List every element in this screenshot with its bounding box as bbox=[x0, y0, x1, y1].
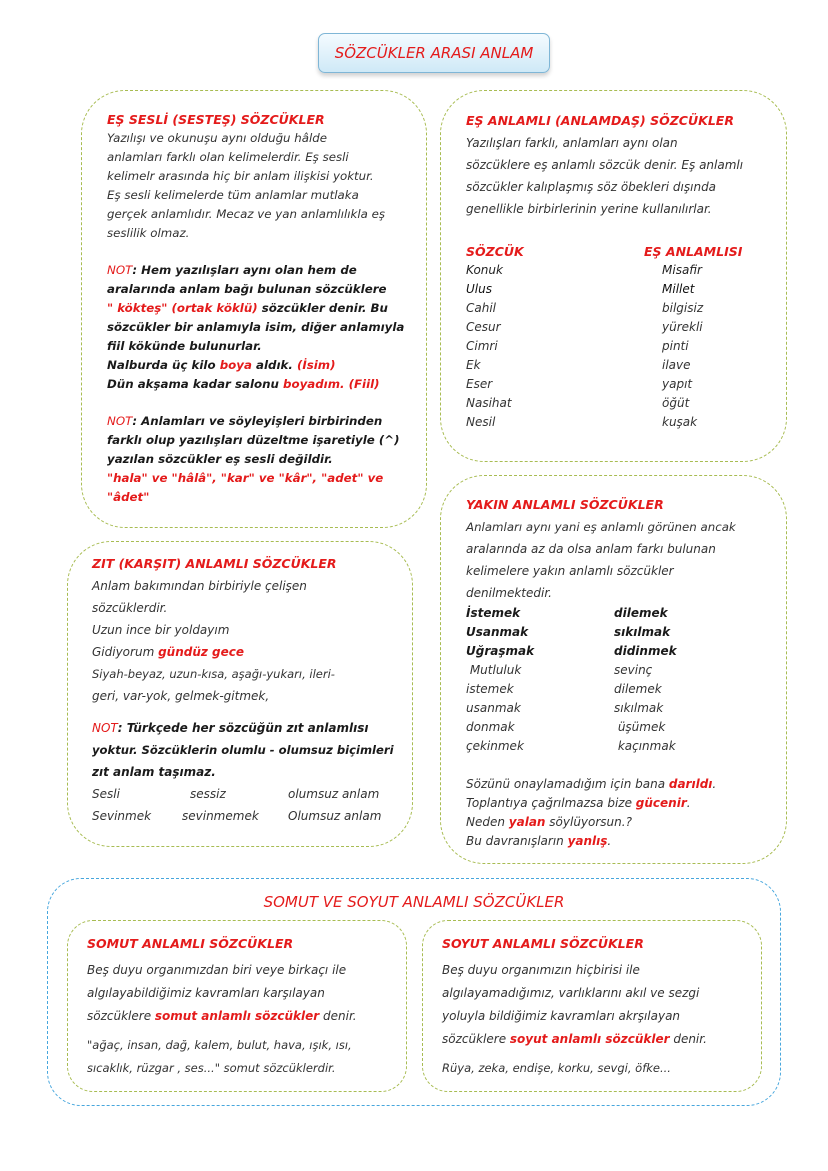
es-sesli-line: seslilik olmaz. bbox=[107, 226, 190, 240]
somut-soyut-heading: SOMUT VE SOYUT ANLAMLI SÖZCÜKLER bbox=[263, 893, 565, 911]
word: Ek bbox=[466, 358, 481, 372]
soyut-line: yoluyla bildiğimiz kavramları akrşılayan bbox=[442, 1009, 681, 1023]
not1-line: fiil kökünde bulunurlar. bbox=[107, 339, 262, 353]
ex-text: Nalburda üç kilo bbox=[107, 358, 220, 372]
word: Mutluluk bbox=[466, 663, 522, 677]
soyut-term: soyut anlamlı sözcükler bbox=[509, 1032, 670, 1046]
es-sesli-section bbox=[107, 110, 417, 507]
cell: Sevinmek bbox=[92, 809, 152, 823]
synonym: yapıt bbox=[662, 377, 693, 391]
not1-line: sözcükler bir anlamıyla isim, diğer anlamıyla bbox=[107, 320, 405, 334]
synonym: Misafir bbox=[662, 263, 702, 277]
yakin-pair bbox=[466, 699, 766, 718]
zit-line: Anlam bakımından birbiriyle çelişen bbox=[92, 579, 307, 593]
yakin-pair bbox=[466, 642, 766, 661]
ex-tag: (İsim) bbox=[296, 358, 336, 372]
ex-highlight: boya bbox=[219, 358, 252, 372]
word: donmak bbox=[466, 720, 515, 734]
word: Ulus bbox=[466, 282, 492, 296]
zit-highlight: gündüz gece bbox=[158, 645, 245, 659]
example-line bbox=[107, 356, 417, 375]
yakin-line: aralarında az da olsa anlam farkı bulunan bbox=[466, 542, 716, 556]
ex-text: . bbox=[686, 796, 691, 810]
zit-not-line: yoktur. Sözcüklerin olumlu - olumsuz biçimleri bbox=[92, 743, 394, 757]
zit-not-line bbox=[92, 717, 397, 739]
near-synonym: üşümek bbox=[614, 720, 666, 734]
synonym-row bbox=[466, 337, 766, 356]
word: Cimri bbox=[466, 339, 498, 353]
synonym: yürekli bbox=[662, 320, 703, 334]
not1-label: NOT bbox=[107, 263, 133, 277]
es-anlamli-heading: EŞ ANLAMLI (ANLAMDAŞ) SÖZCÜKLER bbox=[466, 113, 734, 128]
zit-not-text: : Türkçede her sözcüğün zıt anlamlısı bbox=[117, 721, 369, 735]
yakin-example bbox=[466, 775, 766, 794]
es-anlamli-line: genellikle birbirlerinin yerine kullanılırlar. bbox=[466, 202, 712, 216]
es-anlamli-line: sözcükler kalıplaşmış söz öbekleri dışında bbox=[466, 180, 717, 194]
synonym: öğüt bbox=[662, 396, 690, 410]
not2-line bbox=[107, 412, 417, 431]
ex-text: Neden bbox=[466, 815, 509, 829]
synonym-row bbox=[466, 261, 766, 280]
ex-highlight: gücenir bbox=[635, 796, 687, 810]
somut-term: somut anlamlı sözcükler bbox=[154, 1009, 320, 1023]
not2-example: "hala" ve "hâlâ", "kar" ve "kâr", "adet" ve bbox=[107, 471, 384, 485]
not1-text: : Hem yazılışları aynı olan hem de bbox=[132, 263, 357, 277]
es-sesli-line: anlamları farklı olan kelimelerdir. Eş sesli bbox=[107, 150, 349, 164]
synonym-row bbox=[466, 394, 766, 413]
synonym: Millet bbox=[662, 282, 695, 296]
synonym: pinti bbox=[662, 339, 689, 353]
es-sesli-line: Eş sesli kelimelerde tüm anlamlar mutlaka bbox=[107, 188, 359, 202]
yakin-heading: YAKIN ANLAMLI SÖZCÜKLER bbox=[466, 497, 664, 512]
not1-line bbox=[107, 261, 417, 280]
es-sesli-line: gerçek anlamlıdır. Mecaz ve yan anlamlılıkla eş bbox=[107, 207, 386, 221]
near-synonym: sevinç bbox=[614, 663, 653, 677]
word: Eser bbox=[466, 377, 493, 391]
zit-line: geri, var-yok, gelmek-gitmek, bbox=[92, 689, 270, 703]
word: İstemek bbox=[466, 606, 521, 620]
synonym-row bbox=[466, 375, 766, 394]
word: Cesur bbox=[466, 320, 501, 334]
synonym-header bbox=[466, 242, 766, 261]
ex-text: Toplantıya çağrılmazsa bize bbox=[466, 796, 636, 810]
ex-text: aldık. bbox=[251, 358, 297, 372]
not1-text: sözcükler denir. Bu bbox=[257, 301, 388, 315]
ex-highlight: yalan bbox=[508, 815, 546, 829]
zit-line: Uzun ince bir yoldayım bbox=[92, 623, 230, 637]
es-sesli-line: Yazılışı ve okunuşu aynı olduğu hâlde bbox=[107, 131, 328, 145]
soyut-text: sözcüklere bbox=[442, 1032, 510, 1046]
soyut-line: Beş duyu organımızın hiçbirisi ile bbox=[442, 963, 640, 977]
near-synonym: didinmek bbox=[614, 644, 677, 658]
yakin-line: Anlamları aynı yani eş anlamlı görünen ancak bbox=[466, 520, 736, 534]
near-synonym: sıkılmak bbox=[614, 701, 664, 715]
word: çekinmek bbox=[466, 739, 524, 753]
es-anlamli-line: sözcüklere eş anlamlı sözcük denir. Eş anlamlı bbox=[466, 158, 744, 172]
zit-text: Gidiyorum bbox=[92, 645, 159, 659]
ex-text: . bbox=[712, 777, 717, 791]
not1-line: aralarında anlam bağı bulunan sözcüklere bbox=[107, 282, 387, 296]
koktes-term: " kökteş" (ortak köklü) bbox=[107, 301, 258, 315]
somut-example: sıcaklık, rüzgar , ses..." somut sözcüklerdir. bbox=[87, 1061, 336, 1075]
not2-line: yazılan sözcükler eş sesli değildir. bbox=[107, 452, 333, 466]
somut-line bbox=[87, 1005, 397, 1028]
yakin-example bbox=[466, 832, 766, 851]
zit-table-row bbox=[92, 783, 397, 805]
synonym-row bbox=[466, 299, 766, 318]
yakin-pair bbox=[466, 661, 766, 680]
yakin-example bbox=[466, 813, 766, 832]
synonym-row bbox=[466, 356, 766, 375]
synonym-row bbox=[466, 413, 766, 432]
example-line bbox=[107, 375, 417, 394]
yakin-pair bbox=[466, 623, 766, 642]
zit-not-label: NOT bbox=[92, 721, 118, 735]
es-sesli-line: kelimelr arasında hiç bir anlam ilişkisi yoktur. bbox=[107, 169, 374, 183]
cell: sevinmemek bbox=[182, 809, 259, 823]
word: Nesil bbox=[466, 415, 496, 429]
word: istemek bbox=[466, 682, 514, 696]
yakin-line: denilmektedir. bbox=[466, 586, 552, 600]
soyut-line bbox=[442, 1028, 752, 1051]
yakin-example bbox=[466, 794, 766, 813]
soyut-example: Rüya, zeka, endişe, korku, sevgi, öfke... bbox=[442, 1061, 671, 1075]
synonym-row bbox=[466, 318, 766, 337]
zit-table-row bbox=[92, 805, 397, 827]
col-header-sozcuk: SÖZCÜK bbox=[466, 244, 524, 259]
somut-text: sözcüklere bbox=[87, 1009, 155, 1023]
yakin-pair bbox=[466, 737, 766, 756]
yakin-pair bbox=[466, 604, 766, 623]
yakin-pair bbox=[466, 680, 766, 699]
somut-line: algılayabildiğimiz kavramları karşılayan bbox=[87, 986, 325, 1000]
not2-line: farklı olup yazılışları düzeltme işaretiyle (^) bbox=[107, 433, 400, 447]
cell: olumsuz anlam bbox=[288, 787, 380, 801]
word: Cahil bbox=[466, 301, 497, 315]
somut-section bbox=[87, 932, 397, 1080]
yakin-pairs bbox=[466, 604, 766, 756]
ex-text: Dün akşama kadar salonu bbox=[107, 377, 284, 391]
synonym-table bbox=[466, 242, 766, 432]
somut-line: Beş duyu organımızdan biri veye birkaçı ile bbox=[87, 963, 347, 977]
zit-line: sözcüklerdir. bbox=[92, 601, 168, 615]
ex-highlight: boyadım. (Fiil) bbox=[283, 377, 380, 391]
soyut-text: denir. bbox=[669, 1032, 707, 1046]
soyut-heading: SOYUT ANLAMLI SÖZCÜKLER bbox=[442, 936, 644, 951]
word: Nasihat bbox=[466, 396, 512, 410]
soyut-section bbox=[442, 932, 752, 1080]
es-anlamli-section bbox=[466, 110, 766, 220]
synonym: kuşak bbox=[662, 415, 698, 429]
zit-not-line: zıt anlam taşımaz. bbox=[92, 765, 216, 779]
not2-label: NOT bbox=[107, 414, 133, 428]
cell: sessiz bbox=[190, 787, 226, 801]
somut-text: denir. bbox=[319, 1009, 357, 1023]
word: Konuk bbox=[466, 263, 503, 277]
zit-heading: ZIT (KARŞIT) ANLAMLI SÖZCÜKLER bbox=[92, 556, 337, 571]
yakin-line: kelimelere yakın anlamlı sözcükler bbox=[466, 564, 674, 578]
es-sesli-heading: EŞ SESLİ (SESTEŞ) SÖZCÜKLER bbox=[107, 112, 325, 127]
cell: Sesli bbox=[92, 787, 120, 801]
not1-line bbox=[107, 299, 417, 318]
yakin-pair bbox=[466, 718, 766, 737]
ex-text: Sözünü onaylamadığım için bana bbox=[466, 777, 669, 791]
somut-heading: SOMUT ANLAMLI SÖZCÜKLER bbox=[87, 936, 294, 951]
near-synonym: sıkılmak bbox=[614, 625, 671, 639]
yakin-examples bbox=[466, 775, 766, 851]
soyut-line: algılayamadığımız, varlıklarını akıl ve sezgi bbox=[442, 986, 700, 1000]
col-header-es-anlamlisi: EŞ ANLAMLISI bbox=[644, 244, 743, 259]
word: Uğraşmak bbox=[466, 644, 535, 658]
zit-line: Siyah-beyaz, uzun-kısa, aşağı-yukarı, ileri- bbox=[92, 667, 335, 681]
word: Usanmak bbox=[466, 625, 529, 639]
near-synonym: kaçınmak bbox=[614, 739, 676, 753]
near-synonym: dilemek bbox=[614, 682, 662, 696]
near-synonym: dilemek bbox=[614, 606, 668, 620]
synonym: bilgisiz bbox=[662, 301, 704, 315]
not2-text: : Anlamları ve söyleyişleri birbirinden bbox=[132, 414, 383, 428]
synonym: ilave bbox=[662, 358, 691, 372]
ex-highlight: darıldı bbox=[668, 777, 713, 791]
page-title: SÖZCÜKLER ARASI ANLAM bbox=[318, 33, 550, 73]
zit-section bbox=[92, 553, 397, 827]
zit-line bbox=[92, 641, 397, 663]
es-anlamli-line: Yazılışları farklı, anlamları aynı olan bbox=[466, 136, 678, 150]
ex-text: Bu davranışların bbox=[466, 834, 568, 848]
ex-text: . bbox=[607, 834, 612, 848]
cell: Olumsuz anlam bbox=[288, 809, 382, 823]
word: usanmak bbox=[466, 701, 521, 715]
ex-highlight: yanlış bbox=[567, 834, 608, 848]
ex-text: söylüyorsun.? bbox=[545, 815, 632, 829]
synonym-row bbox=[466, 280, 766, 299]
somut-example: "ağaç, insan, dağ, kalem, bulut, hava, ışık, ısı, bbox=[87, 1038, 352, 1052]
not2-example: "âdet" bbox=[107, 490, 150, 504]
yakin-section bbox=[466, 494, 771, 604]
